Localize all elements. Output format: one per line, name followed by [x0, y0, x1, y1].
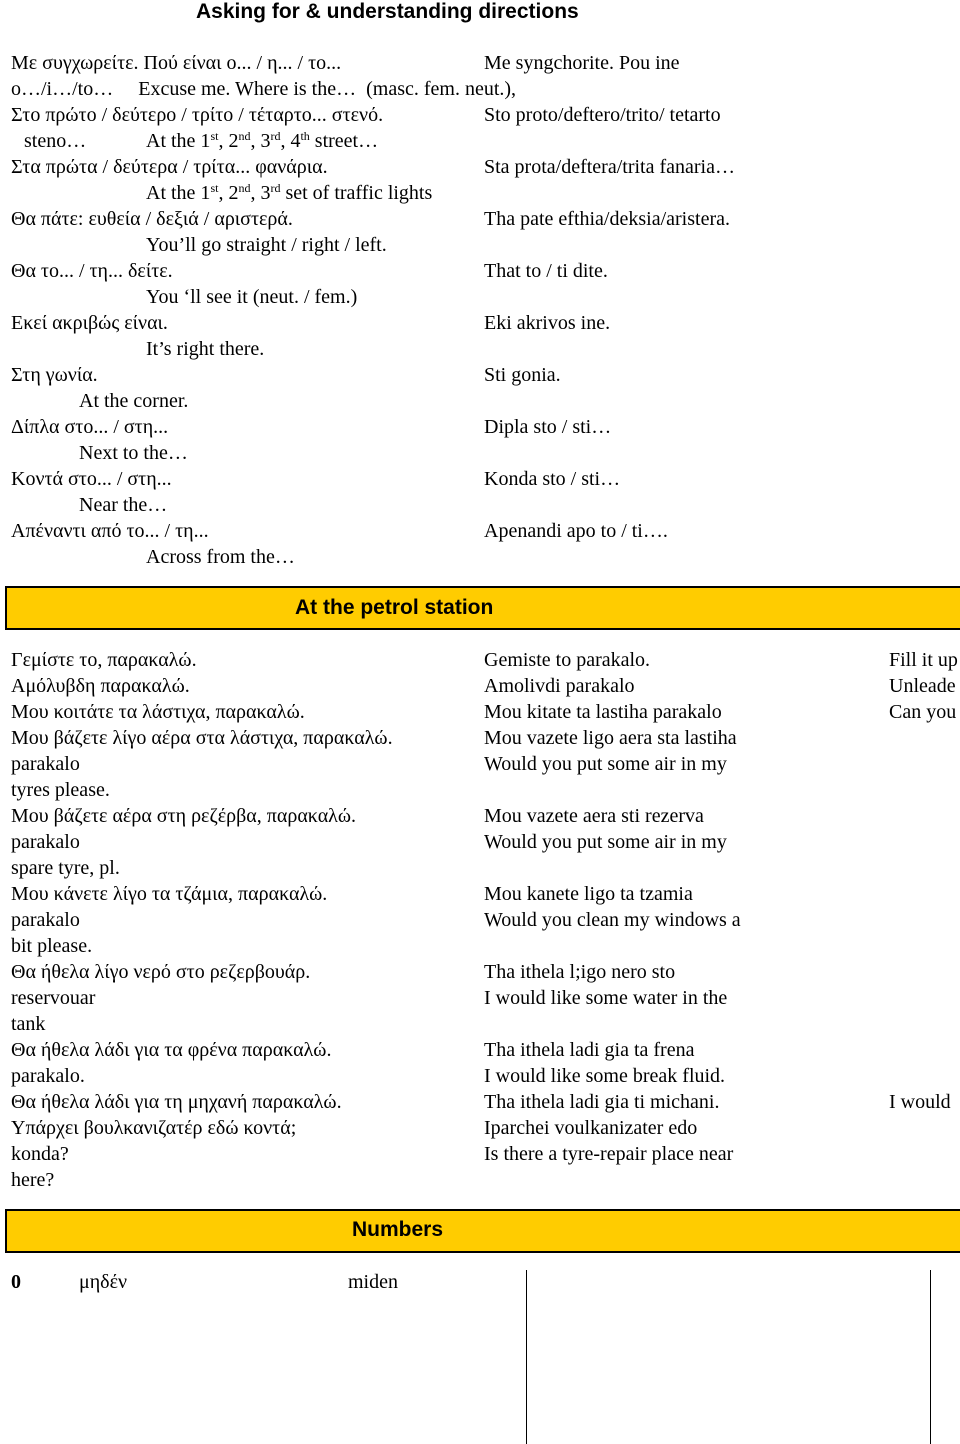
petrol-greek: konda? [11, 1143, 69, 1165]
pair-english: Across from the… [146, 546, 295, 568]
directions-line1-translit: Me syngchorite. Pou ine [484, 52, 680, 74]
petrol-greek: parakalo [11, 831, 80, 853]
petrol-greek: parakalo. [11, 1065, 85, 1087]
pair-translit: That to / ti dite. [484, 260, 608, 282]
directions-line1-greek: Με συγχωρείτε. Πού είναι ο... / η... / το... [11, 52, 342, 74]
petrol-english: Unleade [889, 675, 956, 697]
petrol-greek: Μου κάνετε λίγο τα τζάμια, παρακαλώ. [11, 883, 328, 905]
pair-translit: Konda sto / sti… [484, 468, 621, 490]
petrol-translit: Mou kitate ta lastiha parakalo [484, 701, 722, 723]
numbers-column-divider [526, 1270, 527, 1444]
petrol-translit: I would like some break fluid. [484, 1065, 726, 1087]
petrol-translit: Would you put some air in my [484, 831, 727, 853]
directions-line2: o…/i…/to… Excuse me. Where is the… (masc. fem. neut.), [11, 78, 517, 100]
petrol-greek: here? [11, 1169, 55, 1191]
directions-line3-greek: Στο πρώτο / δεύτερο / τρίτο / τέταρτο... στενό. [11, 104, 384, 126]
petrol-section-title: At the petrol station [295, 596, 494, 619]
pair-greek: Κοντά στο... / στη... [11, 468, 172, 490]
pair-greek: Θα πάτε: ευθεία / δεξιά / αριστερά. [11, 208, 293, 230]
pair-translit: Eki akrivos ine. [484, 312, 611, 334]
pair-greek: Εκεί ακριβώς είναι. [11, 312, 168, 334]
petrol-greek: Υπάρχει βουλκανιζατέρ εδώ κοντά; [11, 1117, 297, 1139]
pair-translit: Sti gonia. [484, 364, 561, 386]
petrol-translit: Tha ithela ladi gia ta frena [484, 1039, 695, 1061]
petrol-greek: reservouar [11, 987, 96, 1009]
petrol-greek: Θα ήθελα λάδι για τα φρένα παρακαλώ. [11, 1039, 332, 1061]
petrol-greek: tank [11, 1013, 46, 1035]
petrol-translit: Would you clean my windows a [484, 909, 741, 931]
directions-line6-en: At the 1st, 2nd, 3rd set of traffic lights [146, 181, 433, 204]
pair-english: At the corner. [79, 390, 189, 412]
petrol-translit: Mou vazete ligo aera sta lastiha [484, 727, 737, 749]
petrol-greek: spare tyre, pl. [11, 857, 120, 879]
directions-line4-word: steno… [24, 130, 87, 152]
petrol-greek: Αμόλυβδη παρακαλώ. [11, 675, 190, 697]
numbers-section-title: Numbers [352, 1218, 444, 1241]
directions-line3-translit: Sto proto/deftero/trito/ tetarto [484, 104, 721, 126]
pair-greek: Δίπλα στο... / στη... [11, 416, 169, 438]
pair-greek: Θα το... / τη... δείτε. [11, 260, 173, 282]
pair-translit: Dipla sto / sti… [484, 416, 612, 438]
pair-greek: Στη γωνία. [11, 364, 98, 386]
directions-line5-greek: Στα πρώτα / δεύτερα / τρίτα... φανάρια. [11, 156, 328, 178]
petrol-greek: parakalo [11, 909, 80, 931]
directions-line5-translit: Sta prota/deftera/trita fanaria… [484, 156, 735, 178]
pair-english: You’ll go straight / right / left. [146, 234, 387, 256]
numbers-column-divider [930, 1270, 931, 1444]
petrol-translit: Amolivdi parakalo [484, 675, 635, 697]
petrol-greek: Θα ήθελα λίγο νερό στο ρεζερβουάρ. [11, 961, 311, 983]
petrol-greek: Θα ήθελα λάδι για τη μηχανή παρακαλώ. [11, 1091, 342, 1113]
directions-title: Asking for & understanding directions [196, 0, 579, 23]
petrol-translit: Tha ithela ladi gia ti michani. [484, 1091, 720, 1113]
pair-english: Next to the… [79, 442, 188, 464]
petrol-english: Fill it up [889, 649, 958, 671]
petrol-greek: bit please. [11, 935, 93, 957]
directions-line4-en: At the 1st, 2nd, 3rd, 4th street… [146, 129, 379, 152]
petrol-greek: tyres please. [11, 779, 110, 801]
petrol-translit: Mou vazete aera sti rezerva [484, 805, 704, 827]
number-translit: miden [348, 1271, 398, 1293]
number-digit: 0 [11, 1271, 21, 1293]
petrol-english: Can you [889, 701, 957, 723]
pair-greek: Απέναντι από το... / τη... [11, 520, 209, 542]
petrol-translit: Tha ithela l;igo nero sto [484, 961, 676, 983]
petrol-greek: Μου κοιτάτε τα λάστιχα, παρακαλώ. [11, 701, 305, 723]
number-greek: μηδέν [79, 1271, 128, 1293]
petrol-greek: Μου βάζετε αέρα στη ρεζέρβα, παρακαλώ. [11, 805, 357, 827]
pair-translit: Apenandi apo to / ti…. [484, 520, 668, 542]
pair-english: It’s right there. [146, 338, 265, 360]
petrol-greek: Γεμίστε το, παρακαλώ. [11, 649, 197, 671]
pair-english: You ‘ll see it (neut. / fem.) [146, 286, 358, 308]
numbers-section-banner [5, 1209, 960, 1253]
petrol-translit: I would like some water in the [484, 987, 728, 1009]
petrol-translit: Gemiste to parakalo. [484, 649, 651, 671]
petrol-translit: Mou kanete ligo ta tzamia [484, 883, 693, 905]
petrol-translit: Is there a tyre-repair place near [484, 1143, 734, 1165]
petrol-translit: Iparchei voulkanizater edo [484, 1117, 698, 1139]
petrol-translit: Would you put some air in my [484, 753, 727, 775]
petrol-greek: Μου βάζετε λίγο αέρα στα λάστιχα, παρακαλώ. [11, 727, 393, 749]
pair-english: Near the… [79, 494, 168, 516]
pair-translit: Tha pate efthia/deksia/aristera. [484, 208, 730, 230]
petrol-english: I would [889, 1091, 951, 1113]
petrol-greek: parakalo [11, 753, 80, 775]
